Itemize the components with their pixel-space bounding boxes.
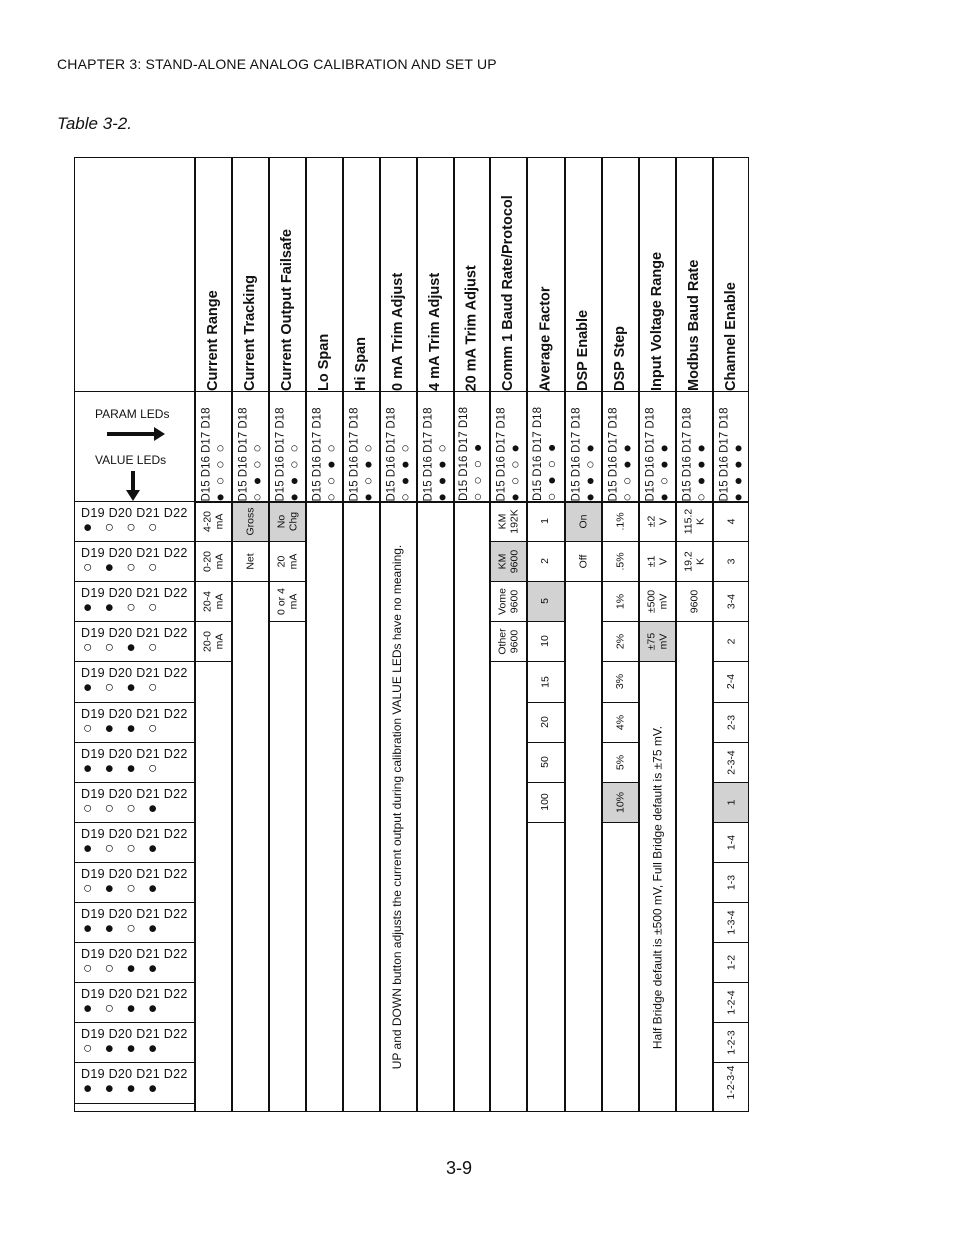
chapter-heading: CHAPTER 3: STAND-ALONE ANALOG CALIBRATION AND SET UP [57,56,497,72]
param-name: Comm 1 Baud Rate/Protocol [499,195,516,391]
span-trim-note: UP and DOWN button adjusts the current output during calibration VALUE LEDs have no meaning. [390,544,404,1070]
value-led-labels: D19 D20 D21 D22 [81,747,188,761]
value-cell: 1-2-3-4 [724,1065,737,1100]
value-led-dots: ○ ● ○ ● [83,880,162,897]
param-name: Input Voltage Range [648,251,665,391]
value-led-labels: D19 D20 D21 D22 [81,987,188,1001]
row-divider [75,581,194,582]
row-divider [75,982,194,983]
value-cell: Net [243,552,256,570]
column-divider [564,158,566,1112]
value-cell: ±1 V [644,555,669,567]
value-led-dots: ● ○ ○ ○ [83,519,162,536]
column-divider [194,158,196,1112]
row-divider [712,621,749,622]
param-led-state [564,391,601,501]
param-led-labels: D15 D16 D17 D18 [680,407,693,501]
row-divider [638,621,675,622]
row-divider [712,782,749,783]
param-led-labels: D15 D16 D17 D18 [458,407,470,501]
table-caption: Table 3-2. [57,114,132,133]
value-led-dots: ○ ● ● ○ [83,720,162,737]
value-cell: 20-4 mA [200,590,225,612]
value-led-labels: D19 D20 D21 D22 [81,707,188,721]
row-divider [526,661,564,662]
column-divider [712,158,714,1112]
value-leds-label: VALUE LEDs [95,453,167,467]
value-led-dots: ● ○ ○ ● [83,840,162,857]
row-divider [75,822,194,823]
value-led-dots: ● ● ● ● [83,1080,162,1097]
column-divider [416,158,418,1112]
value-cell: 1% [613,593,626,609]
column-divider [268,158,270,1112]
row-divider [712,942,749,943]
row-divider [194,581,231,582]
row-divider [526,782,564,783]
value-led-labels: D19 D20 D21 D22 [81,1027,188,1041]
value-led-labels: D19 D20 D21 D22 [81,626,188,640]
row-divider [489,541,526,542]
row-divider [526,541,564,542]
row-divider [75,702,194,703]
value-cell: On [576,514,589,529]
param-name: Current Tracking [241,274,258,391]
row-divider [489,661,526,662]
row-divider [526,742,564,743]
column-divider [489,158,491,1112]
row-divider [75,661,194,662]
row-divider [712,661,749,662]
column-divider [342,158,344,1112]
param-name: 0 mA Trim Adjust [389,272,406,391]
param-led-state [194,391,231,501]
column-divider [601,158,603,1112]
row-divider [638,541,675,542]
param-led-dots: ○ ○ ● ● [617,441,634,501]
param-led-state [305,391,342,501]
row-divider [712,702,749,703]
value-cell: 2-3-4 [724,749,737,775]
column-divider [231,158,233,1112]
value-cell: 20 [539,716,551,728]
value-cell: 19.2 K [681,550,706,572]
row-divider [75,902,194,903]
param-name: Current Output Failsafe [278,229,295,391]
param-led-labels: D15 D16 D17 D18 [384,407,397,501]
value-led-labels: D19 D20 D21 D22 [81,1067,188,1081]
column-divider [305,158,307,1112]
value-cell: Gross [243,507,256,536]
value-led-labels: D19 D20 D21 D22 [81,907,188,921]
right-arrow-icon [107,432,155,436]
row-divider [564,581,601,582]
row-divider [75,501,194,502]
param-name: Modbus Baud Rate [685,259,702,391]
value-led-dots: ○ ○ ● ● [83,960,162,977]
row-divider [526,702,564,703]
row-divider [601,581,638,582]
value-led-labels: D19 D20 D21 D22 [81,787,188,801]
value-cell: 1 [724,799,737,805]
value-led-dots: ○ ● ● ● [83,1040,162,1057]
column-divider [675,158,677,1112]
row-divider [526,581,564,582]
value-cell: 9600 [687,589,700,613]
value-cell: .5% [613,551,626,571]
param-led-labels: D15 D16 D17 D18 [569,407,582,501]
param-led-state [526,391,564,501]
param-led-dots: ○ ○ ○ ● [469,441,485,501]
value-cell: Off [576,554,589,568]
value-cell: .1% [613,511,626,531]
param-led-state [231,391,268,501]
param-led-dots: ● ● ○ ● [580,441,597,501]
param-led-state [268,391,305,501]
row-divider [526,822,564,823]
param-led-labels: D15 D16 D17 D18 [273,407,286,501]
row-divider [601,621,638,622]
value-led-dots: ○ ○ ● ○ [83,639,162,656]
param-led-state [379,391,416,501]
value-cell: 1-2-4 [724,989,737,1015]
param-led-labels: D15 D16 D17 D18 [717,407,730,501]
value-led-dots: ● ● ○ ○ [83,599,162,616]
param-led-dots: ○ ● ○ ○ [247,441,264,501]
row-divider [601,742,638,743]
value-led-dots: ● ● ● ○ [83,760,162,777]
down-arrow-icon [131,471,135,491]
value-cell: Other 9600 [495,627,520,655]
value-cell: 2-3 [724,714,737,730]
value-led-labels: D19 D20 D21 D22 [81,506,188,520]
value-cell: 15 [539,675,551,688]
row-divider [75,742,194,743]
row-divider [675,581,712,582]
value-cell: 2 [539,558,551,564]
value-led-dots: ○ ○ ○ ● [83,800,162,817]
param-led-dots: ○ ● ● ○ [395,441,412,501]
value-cell: 20 mA [274,553,299,569]
row-divider [489,621,526,622]
value-cell: 20-0 mA [200,630,225,652]
value-cell: 1-3 [724,874,737,890]
row-divider [526,621,564,622]
input-voltage-note: Half Bridge default is ±500 mV, Full Bridge default is ±75 mV. [649,725,664,1049]
value-cell: 0-20 mA [200,550,225,572]
value-cell: 2 [724,638,737,644]
param-led-state [342,391,379,501]
param-led-state [416,391,453,501]
row-divider [194,621,231,622]
row-divider [601,541,638,542]
value-led-labels: D19 D20 D21 D22 [81,546,188,560]
row-divider [564,541,601,542]
value-led-dots: ● ● ○ ● [83,920,162,937]
param-led-state [675,391,712,501]
column-divider [453,158,455,1112]
row-divider [712,742,749,743]
value-cell: 2% [613,633,626,649]
value-led-dots: ● ○ ● ● [83,1000,162,1017]
row-divider [75,621,194,622]
param-led-labels: D15 D16 D17 D18 [347,407,360,501]
param-led-state [638,391,675,501]
param-led-dots: ● ○ ● ○ [358,441,375,501]
value-cell: 1-4 [724,834,737,850]
param-led-labels: D15 D16 D17 D18 [236,407,249,501]
value-cell: 3-4 [724,593,737,609]
row-divider [231,581,268,582]
row-divider [712,822,749,823]
param-name: 4 mA Trim Adjust [426,272,443,391]
row-divider [489,581,526,582]
value-cell: 2-4 [724,673,737,690]
value-led-dots: ● ○ ● ○ [83,679,162,696]
row-divider [712,541,749,542]
row-divider [75,942,194,943]
column-divider [638,158,640,1112]
value-led-labels: D19 D20 D21 D22 [81,867,188,881]
value-cell: 4-20 mA [200,510,225,532]
param-led-dots: ○ ● ● ● [691,441,708,501]
row-divider [638,661,675,662]
row-divider [194,501,749,503]
value-cell: 1-2-3 [724,1029,737,1055]
param-name: Channel Enable [722,282,739,391]
value-cell: 1-3-4 [724,909,737,935]
value-led-labels: D19 D20 D21 D22 [81,947,188,961]
value-cell: KM 192K [495,508,520,534]
column-divider [526,158,528,1112]
param-led-dots: ○ ● ○ ● [543,441,559,501]
param-led-dots: ● ● ● ○ [432,441,449,501]
column-divider [379,158,381,1112]
param-led-dots: ● ● ● ● [728,441,745,501]
row-divider [712,581,749,582]
param-led-labels: D15 D16 D17 D18 [532,407,544,501]
param-led-state [712,391,749,501]
param-led-labels: D15 D16 D17 D18 [494,407,507,501]
led-configuration-table [74,157,749,1112]
row-divider [268,621,305,622]
row-divider [712,902,749,903]
row-divider [675,541,712,542]
row-divider [75,1022,194,1023]
row-divider [712,1062,749,1063]
row-divider [231,541,268,542]
value-led-labels: D19 D20 D21 D22 [81,586,188,600]
row-divider [601,782,638,783]
row-divider [75,1103,194,1104]
param-led-labels: D15 D16 D17 D18 [310,407,323,501]
row-divider [75,391,749,392]
page-number: 3-9 [446,1158,473,1178]
param-led-labels: D15 D16 D17 D18 [643,407,656,501]
value-led-dots: ○ ● ○ ○ [83,559,162,576]
param-led-dots: ● ○ ● ● [654,441,671,501]
row-divider [75,862,194,863]
param-led-dots: ● ○ ○ ● [505,441,522,501]
value-cell: KM 9600 [495,549,520,573]
row-divider [75,1062,194,1063]
value-cell: 1-2 [724,954,737,970]
value-led-labels: D19 D20 D21 D22 [81,827,188,841]
value-cell: 3% [613,673,626,690]
value-cell: 5% [613,754,626,770]
value-cell: ±500 mV [644,589,669,613]
row-divider [601,822,638,823]
value-cell: 50 [539,756,551,768]
value-cell: 10 [539,635,551,647]
value-cell: No Chg [274,511,299,531]
param-led-dots: ● ● ○ ○ [284,441,301,501]
value-cell: 100 [539,793,551,811]
row-divider [194,661,231,662]
param-name: Hi Span [352,337,369,391]
value-led-labels: D19 D20 D21 D22 [81,666,188,680]
row-divider [712,982,749,983]
value-cell: 10% [613,791,626,813]
param-name: 20 mA Trim Adjust [463,264,479,391]
param-name: DSP Step [611,325,628,391]
row-divider [675,621,712,622]
value-cell: ±2 V [644,515,669,527]
param-led-labels: D15 D16 D17 D18 [199,407,212,501]
value-cell: 4 [724,518,737,524]
param-leds-label: PARAM LEDs [95,407,170,421]
param-led-dots: ○ ○ ● ○ [321,441,338,501]
row-divider [268,581,305,582]
row-divider [194,541,231,542]
value-cell: 5 [539,598,551,604]
row-divider [601,661,638,662]
param-led-state [601,391,638,501]
value-cell: 3 [724,558,737,564]
value-cell: 115.2 K [681,508,706,534]
row-divider [712,862,749,863]
row-divider [268,541,305,542]
param-led-dots: ● ○ ○ ○ [210,441,227,501]
param-led-labels: D15 D16 D17 D18 [606,407,619,501]
value-cell: Vome 9600 [495,587,520,615]
value-cell: 1 [539,518,551,524]
row-divider [601,702,638,703]
param-led-state [453,391,489,501]
row-divider [75,541,194,542]
param-name: DSP Enable [574,309,591,391]
param-led-labels: D15 D16 D17 D18 [421,407,434,501]
value-cell: 4% [613,714,626,730]
param-led-state [489,391,526,501]
value-cell: 0 or 4 mA [274,587,299,615]
param-name: Current Range [204,290,221,391]
row-divider [638,581,675,582]
param-name: Lo Span [315,333,332,391]
row-divider [712,1022,749,1023]
param-name: Average Factor [537,285,553,391]
row-divider [75,782,194,783]
value-cell: ±75 mV [644,632,669,650]
